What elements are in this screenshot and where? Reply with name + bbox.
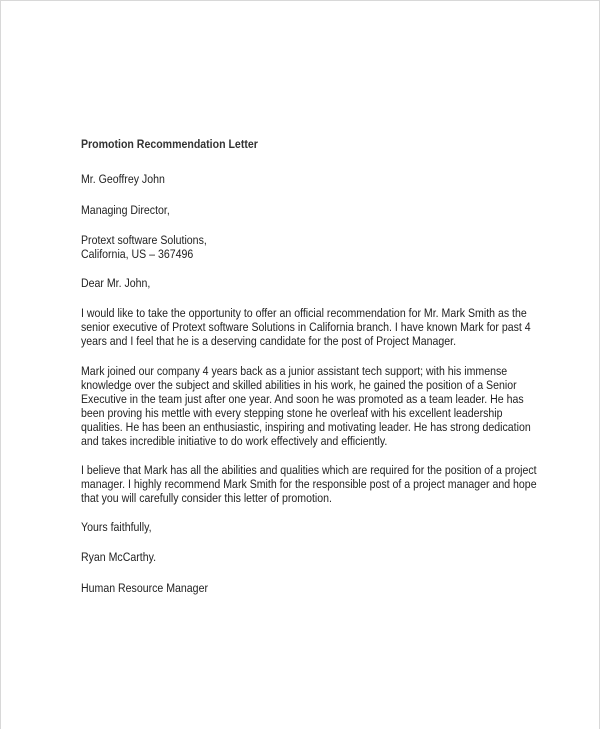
paragraph1-line: I would like to take the opportunity to offer an official recommendation for Mr. Mark Smith as the	[81, 306, 527, 320]
paragraph1-line: years and I feel that he is a deserving candidate for the post of Project Manager.	[81, 334, 457, 348]
letter-title: Promotion Recommendation Letter	[81, 137, 258, 151]
signer-name: Ryan McCarthy.	[81, 550, 157, 564]
paragraph2-line: been proving his mettle with every stepping stone he overleaf with his excellent leadership	[81, 406, 503, 420]
closing: Yours faithfully,	[81, 520, 152, 534]
paragraph2-line: qualities. He has been an enthusiastic, inspiring and motivating leader. He has strong dedication	[81, 420, 531, 434]
paragraph1-line: senior executive of Protext software Solutions in California branch. I have known Mark for past 4	[81, 320, 531, 334]
paragraph2-line: knowledge over the subject and skilled abilities in his work, he gained the position of a Senior	[81, 378, 517, 392]
paragraph2-line: Mark joined our company 4 years back as a junior assistant tech support; with his immense	[81, 364, 508, 378]
salutation: Dear Mr. John,	[81, 276, 151, 290]
address-line: California, US – 367496	[81, 247, 194, 261]
paragraph3-line: manager. I highly recommend Mark Smith for the responsible post of a project manager and hope	[81, 477, 537, 491]
recipient-title: Managing Director,	[81, 203, 170, 217]
paragraph2-line: Executive in the team just after one year. And soon he was promoted as a team leader. He has	[81, 392, 524, 406]
paragraph3-line: I believe that Mark has all the abilities and qualities which are required for the position of a project	[81, 463, 537, 477]
paragraph3-line: that you will carefully consider this letter of promotion.	[81, 491, 332, 505]
address-line: Protext software Solutions,	[81, 233, 207, 247]
recipient-name: Mr. Geoffrey John	[81, 172, 165, 186]
paragraph2-line: and takes incredible initiative to do work effectively and efficiently.	[81, 434, 388, 448]
signer-title: Human Resource Manager	[81, 581, 208, 595]
